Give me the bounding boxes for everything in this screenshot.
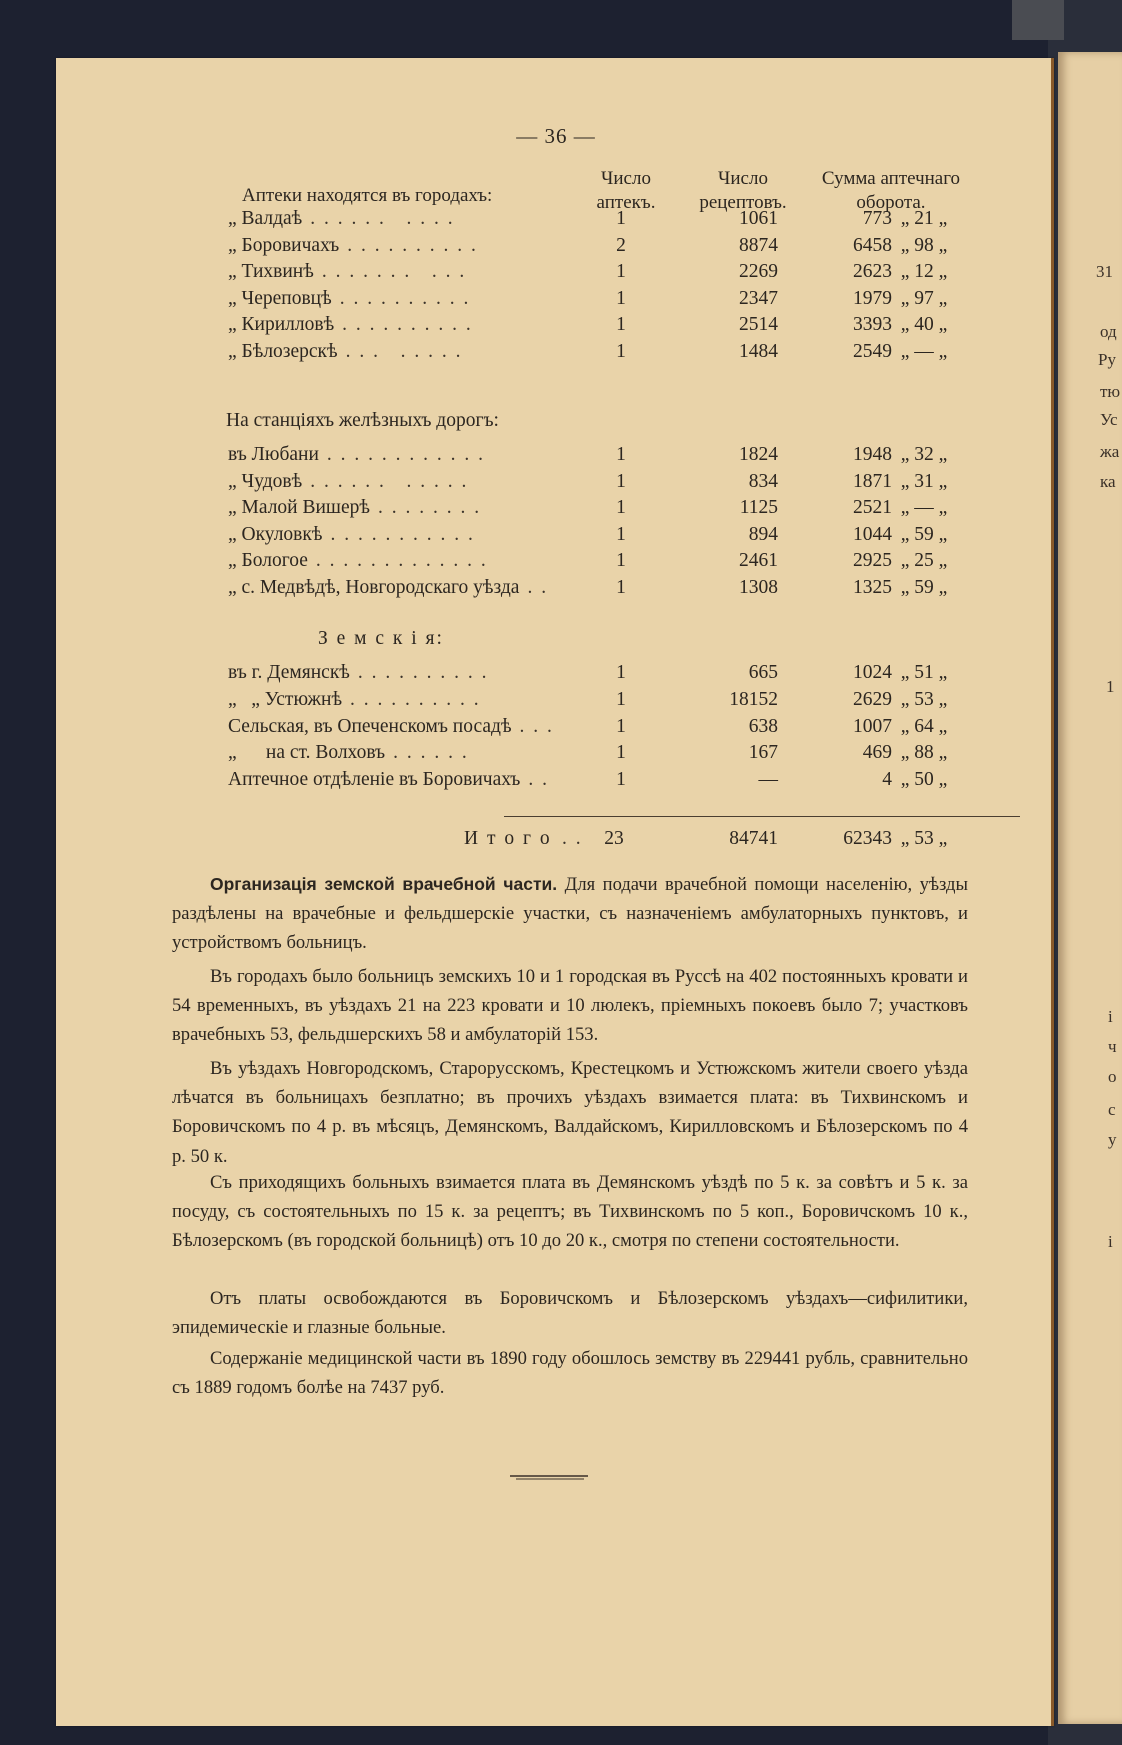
adjacent-page-fragment: 1 — [1106, 677, 1115, 696]
turnover-rubles: 1871 — [853, 470, 892, 492]
pharmacy-count: 1 — [616, 497, 626, 519]
row-name: „ на ст. Волховъ — [228, 742, 386, 764]
pharmacy-count: 1 — [616, 769, 626, 791]
recipe-count: 638 — [748, 715, 778, 737]
table-row — [56, 524, 1056, 552]
turnover-kopecks: „ 25 „ — [900, 550, 948, 572]
recipe-count: 2269 — [739, 261, 778, 282]
recipe-count: — — [758, 769, 778, 791]
turnover-kopecks: „ — „ — [900, 497, 948, 519]
turnover-kopecks: „ — „ — [900, 340, 948, 362]
row-name: въ Любани — [228, 444, 319, 465]
leader-dots: . . . — [519, 715, 554, 737]
section-title-zemstvo: З е м с к і я: — [318, 628, 444, 649]
adjacent-page-fragment: Ус — [1100, 410, 1118, 429]
turnover-kopecks: „ 64 „ — [900, 715, 948, 737]
recipe-count: 167 — [748, 742, 778, 764]
adjacent-page-fragment: жа — [1100, 442, 1120, 461]
table-row — [56, 550, 1056, 578]
table-row — [56, 261, 1056, 289]
table-row — [56, 577, 1056, 605]
pharmacy-count: 1 — [616, 577, 626, 598]
turnover-rubles: 6458 — [853, 234, 892, 256]
turnover-rubles: 1044 — [853, 523, 892, 545]
recipe-count: 2347 — [739, 287, 778, 309]
table-row — [56, 769, 1056, 797]
leader-dots: . . . . . . . . . . — [357, 662, 489, 683]
turnover-rubles: 1007 — [853, 715, 892, 737]
turnover-kopecks: „ 88 „ — [900, 742, 948, 764]
turnover-kopecks: „ 53 „ — [900, 688, 948, 710]
pharmacy-count: 1 — [616, 444, 626, 465]
section-title-railway: На станціяхъ желѣзныхъ дорогъ: — [226, 410, 499, 431]
row-name: Сельская, въ Опеченскомъ посадѣ — [228, 715, 512, 737]
row-name: Аптечное отдѣленіе въ Боровичахъ — [228, 769, 521, 791]
row-name: „ Бѣлозерскѣ — [228, 340, 338, 362]
recipe-count: 894 — [748, 523, 778, 545]
table-header-count: Число аптекъ. — [596, 168, 656, 213]
table-row — [56, 716, 1056, 744]
leader-dots: . . . . . . . . . . . — [310, 470, 469, 492]
turnover-kopecks: „ 98 „ — [900, 234, 948, 256]
leader-dots: . . . . . . . . . . — [321, 261, 467, 282]
leader-dots: . . . . . . . . . . — [350, 688, 481, 710]
turnover-rubles: 773 — [862, 208, 892, 229]
recipe-count: 1125 — [739, 497, 778, 519]
adjacent-page-fragment: і — [1108, 1232, 1113, 1251]
row-name: „ Окуловкѣ — [228, 523, 323, 545]
leader-dots: . . — [528, 769, 549, 791]
adjacent-page-fragment: тю — [1100, 382, 1121, 401]
row-name: „ „ Устюжнѣ — [228, 688, 343, 710]
adjacent-page-fragment: о — [1108, 1067, 1117, 1086]
end-ornament — [508, 1474, 588, 1480]
paragraph-organization — [172, 870, 968, 958]
turnover-kopecks: „ 40 „ — [900, 314, 948, 335]
turnover-rubles: 1979 — [853, 287, 892, 309]
table-row — [56, 444, 1056, 472]
row-name: „ Тихвинѣ — [228, 261, 314, 282]
turnover-rubles: 2925 — [853, 550, 892, 572]
table-row — [56, 742, 1056, 770]
turnover-rubles: 2549 — [853, 340, 892, 362]
pharmacy-count: 1 — [616, 715, 626, 737]
adjacent-page-fragment: 31 — [1096, 262, 1113, 281]
paragraph-expenses: Содержаніе медицинской части въ 1890 году обошлось земству въ 229441 рубль, сравнительно съ 1889 годомъ болѣе на 7437 руб. — [172, 1348, 968, 1399]
turnover-rubles: 2521 — [853, 497, 892, 519]
pharmacy-count: 1 — [616, 261, 626, 282]
row-name: „ Чудовѣ — [228, 470, 303, 492]
adjacent-page-fragment: у — [1108, 1130, 1117, 1149]
table-row — [56, 689, 1056, 717]
paragraph-text: Для подачи врачебной помощи населенію, уѣзды раздѣлены на врачебные и фельдшерскіе участки, съ назначеніемъ амбулаторныхъ пунктовъ, и устройствомъ больницъ. — [172, 874, 969, 954]
paragraph-exemptions: Отъ платы освобождаются въ Боровичскомъ и Бѣлозерскомъ уѣздахъ—сифилитики, эпидемическіе и глазные больные. — [172, 1288, 968, 1339]
recipe-count: 1061 — [739, 208, 778, 229]
table-row — [56, 235, 1056, 263]
leader-dots: . . . . . . . . . . — [310, 208, 455, 229]
turnover-kopecks: „ 59 „ — [900, 577, 948, 598]
table-header-turnover: Сумма аптечнаго оборота. — [821, 168, 961, 213]
table-row — [56, 208, 1056, 236]
adjacent-page-fragment: і — [1108, 1007, 1113, 1026]
book-page — [56, 58, 1054, 1726]
adjacent-page — [1058, 52, 1122, 1724]
total-leader-dots: . . — [562, 828, 583, 849]
turnover-kopecks: „ 31 „ — [900, 470, 948, 492]
recipe-count: 2514 — [739, 314, 778, 335]
leader-dots: . . . . . . . . . . — [342, 314, 473, 335]
turnover-rubles: 3393 — [853, 314, 892, 335]
recipe-count: 1308 — [739, 577, 778, 598]
turnover-kopecks: „ 51 „ — [900, 662, 948, 683]
total-recipes: 84741 — [729, 828, 778, 849]
table-row — [56, 497, 1056, 525]
turnover-kopecks: „ 21 „ — [900, 208, 948, 229]
row-name: „ Кирилловѣ — [228, 314, 335, 335]
total-kop: „ 53 „ — [900, 828, 948, 849]
table-row — [56, 341, 1056, 369]
recipe-count: 834 — [748, 470, 778, 492]
table-row — [56, 471, 1056, 499]
pharmacy-count: 2 — [616, 234, 626, 256]
paragraph-hospitals: Въ городахъ было больницъ земскихъ 10 и 1 городская въ Руссѣ на 402 постоянныхъ кровати и 54 временныхъ, въ уѣздахъ 21 на 223 кровати и 10 люлекъ, пріемныхъ покоевъ было 7; участковъ врачебныхъ 53, фельдшерскихъ 58 и амбулаторій 153. — [172, 966, 968, 1046]
pharmacy-count: 1 — [616, 470, 626, 492]
row-name: „ Валдаѣ — [228, 208, 303, 229]
leader-dots: . . — [527, 577, 549, 598]
background-strip — [1012, 0, 1064, 40]
pharmacy-count: 1 — [616, 742, 626, 764]
table-row — [56, 314, 1056, 342]
recipe-count: 665 — [748, 662, 778, 683]
turnover-rubles: 469 — [862, 742, 892, 764]
table-total-rule — [504, 816, 1020, 817]
paragraph-free-treatment: Въ уѣздахъ Новгородскомъ, Старорусскомъ, Крестецкомъ и Устюжскомъ жители своего уѣзда лѣчатся въ больницахъ безплатно; въ прочихъ уѣздахъ взимается плата: въ Тихвинскомъ и Боровичскомъ по 4 р. въ мѣсяцъ, Демянскомъ, Валдайскомъ, Кирилловскомъ и Бѣлозерскомъ по 4 р. 50 к. — [172, 1058, 968, 1167]
recipe-count: 18152 — [729, 688, 778, 710]
recipe-count: 2461 — [739, 550, 778, 572]
leader-dots: . . . . . . . . — [377, 497, 482, 519]
pharmacy-count: 1 — [616, 662, 626, 683]
row-name: „ Череповцѣ — [228, 287, 332, 309]
leader-dots: . . . . . . . . . . . — [330, 523, 475, 545]
pharmacy-count: 1 — [616, 208, 626, 229]
turnover-kopecks: „ 59 „ — [900, 523, 948, 545]
adjacent-page-fragment: с — [1108, 1100, 1116, 1119]
paragraph-outpatient-fees: Съ приходящихъ больныхъ взимается плата въ Демянскомъ уѣздѣ по 5 к. за совѣтъ и 5 к. за посуду, съ состоятельныхъ по 15 к. за рецептъ; въ Тихвинскомъ по 5 коп., Боровичскомъ 10 к., Бѣлозерскомъ (въ городской больницѣ) отъ 10 до 20 к., смотря по степени состоятельности. — [172, 1172, 968, 1252]
row-name: „ Малой Вишерѣ — [228, 497, 370, 519]
adjacent-page-fragment: ка — [1100, 472, 1116, 491]
table-header-recipes: Число рецептовъ. — [699, 168, 787, 213]
turnover-kopecks: „ 50 „ — [900, 769, 948, 791]
leader-dots: . . . . . . . . . . . . . — [315, 550, 488, 572]
turnover-rubles: 1325 — [853, 577, 892, 598]
table-header-location: Аптеки находятся въ городахъ: — [242, 185, 493, 206]
turnover-rubles: 1024 — [853, 662, 892, 683]
turnover-rubles: 4 — [882, 769, 892, 791]
leader-dots: . . . . . . . . . . — [347, 234, 478, 256]
paragraph-lead: Организація земской врачебной части. — [210, 874, 558, 894]
pharmacy-count: 1 — [616, 287, 626, 309]
pharmacy-count: 1 — [616, 688, 626, 710]
recipe-count: 8874 — [739, 234, 778, 256]
turnover-kopecks: „ 97 „ — [900, 287, 948, 309]
turnover-kopecks: „ 12 „ — [900, 261, 948, 282]
table-row — [56, 288, 1056, 316]
turnover-rubles: 2623 — [853, 261, 892, 282]
leader-dots: . . . . . . . . — [345, 340, 463, 362]
leader-dots: . . . . . . . . . . — [339, 287, 471, 309]
row-name: въ г. Демянскѣ — [228, 662, 350, 683]
recipe-count: 1484 — [739, 340, 778, 362]
row-name: „ Бологое — [228, 550, 308, 572]
pharmacy-count: 1 — [616, 550, 626, 572]
pharmacy-count: 1 — [616, 340, 626, 362]
page-number: — 36 — — [516, 124, 596, 148]
total-label: И т о г о — [464, 828, 552, 849]
recipe-count: 1824 — [739, 444, 778, 465]
pharmacy-count: 1 — [616, 314, 626, 335]
adjacent-page-fragment: Ру — [1098, 350, 1116, 369]
adjacent-page-fragment: од — [1100, 322, 1117, 341]
adjacent-page-fragment: ч — [1108, 1037, 1117, 1056]
leader-dots: . . . . . . — [393, 742, 469, 764]
leader-dots: . . . . . . . . . . . . — [326, 444, 486, 465]
turnover-rubles: 2629 — [853, 688, 892, 710]
total-count: 23 — [604, 828, 624, 849]
turnover-kopecks: „ 32 „ — [900, 444, 948, 465]
table-row-total — [56, 828, 1056, 856]
total-rub: 62343 — [843, 828, 892, 849]
row-name: „ с. Медвѣдѣ, Новгородскаго уѣзда — [228, 577, 520, 598]
row-name: „ Боровичахъ — [228, 234, 340, 256]
pharmacy-count: 1 — [616, 523, 626, 545]
table-row — [56, 662, 1056, 690]
turnover-rubles: 1948 — [853, 444, 892, 465]
